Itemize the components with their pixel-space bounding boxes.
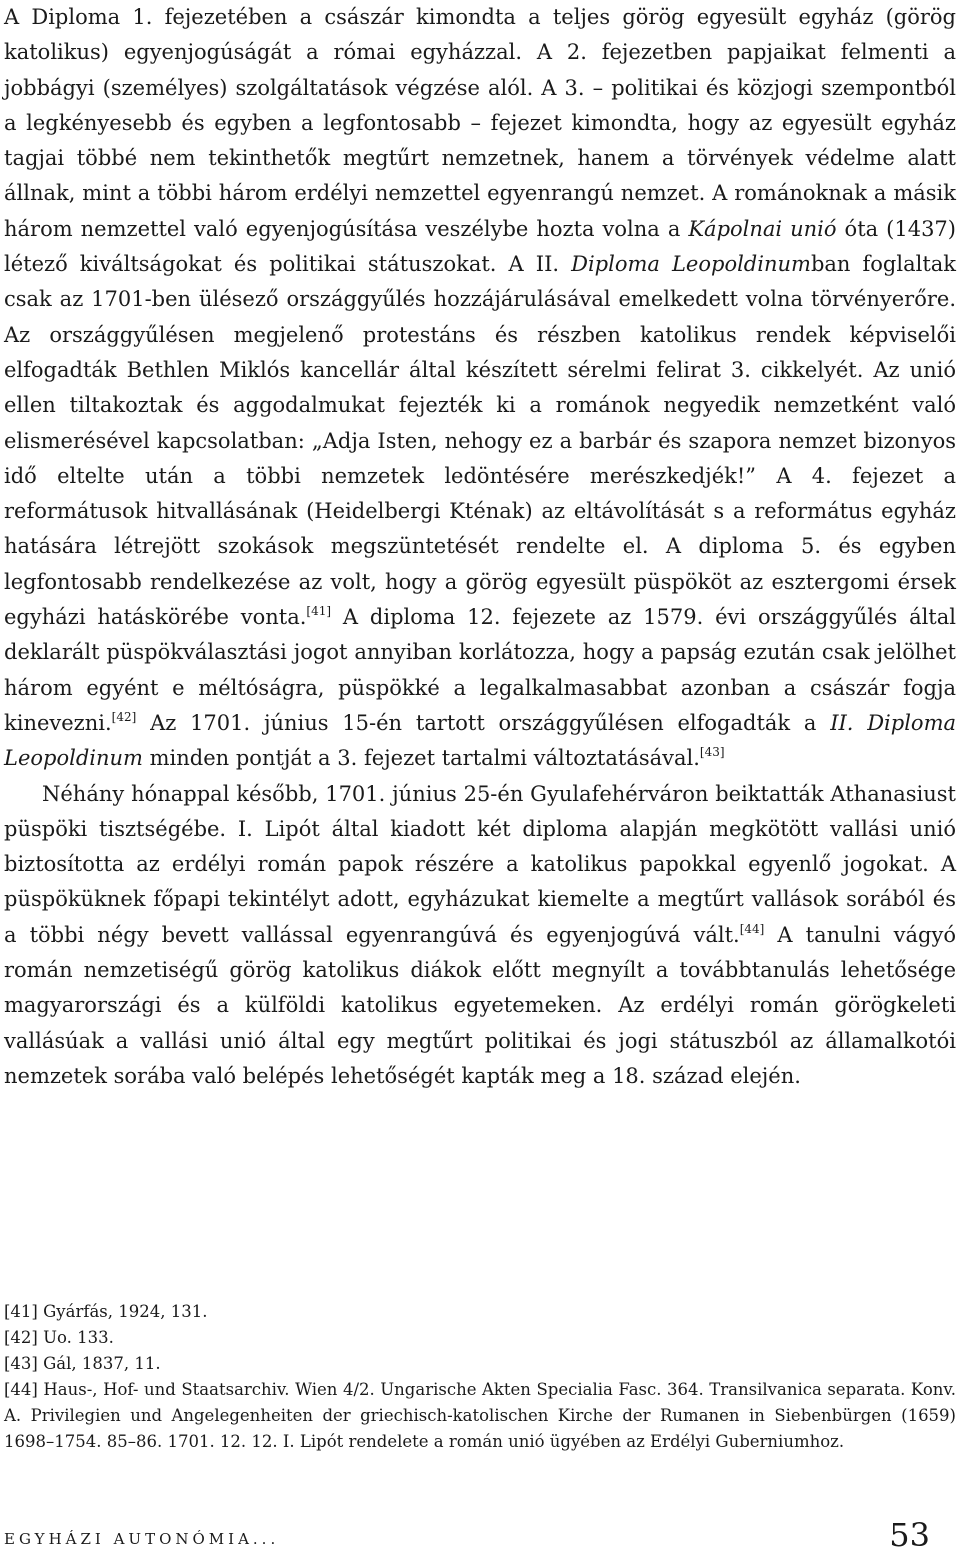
text-run: óta (1437) létező kiváltságokat és politikai státuszokat. A II. xyxy=(4,216,956,277)
italic-title: Kápolnai unió xyxy=(688,216,837,241)
text-run: minden pontját a 3. fejezet tartalmi változtatásával. xyxy=(142,746,700,771)
running-head: EGYHÁZI AUTONÓMIA... xyxy=(4,1530,280,1548)
footnote: [42] Uo. 133. xyxy=(4,1328,114,1347)
text-run: Néhány hónappal később, 1701. június 25-én Gyulafehérváron beiktatták Athanasiust püspöki tisztségébe. I. Lipót által kiadott két diploma alapján megkötött vallási unió biztosította az erdélyi román papok részére a katolikus papokkal egyenlő jogokat. A püspöküknek főpapi tekintélyt adott, egyházukat kiemelte a megtűrt vallások sorából és a többi négy bevett vallással egyenrangúvá és egyenjogúvá vált. xyxy=(4,781,956,947)
text-run: A tanulni vágyó román nemzetiségű görög katolikus diákok előtt megnyílt a továbbtanulás lehetősége magyarországi és a külföldi katolikus egyetemeken. Az erdélyi román görögkeleti vallásúak a vallási unió által egy megtűrt politikai és jogi státuszból az államalkotói nemzetek sorába való belépés lehetőségét kapták meg a 18. század elején. xyxy=(4,922,956,1088)
footnote-ref: [41] xyxy=(306,604,332,619)
page-footer xyxy=(4,1518,930,1558)
italic-title: Diploma Leopoldinum xyxy=(571,252,811,277)
footnote: [41] Gyárfás, 1924, 131. xyxy=(4,1302,208,1321)
paragraph xyxy=(4,777,956,1095)
text-run: A diploma 12. fejezete az 1579. évi országgyűlés által deklarált püspökválasztási jogot annyiban korlátozza, hogy a papság ezután csak jelölhet három egyént e méltóságra, püspökké a legalkalmasabbat azonban a császár fogja kinevezni. xyxy=(4,605,956,735)
footnotes xyxy=(4,1299,956,1455)
footnote-ref: [44] xyxy=(739,921,765,936)
paragraph xyxy=(4,0,956,777)
footnote: [43] Gál, 1837, 11. xyxy=(4,1354,161,1373)
text-run: ban foglaltak csak az 1701-ben ülésező országgyűlés hozzájárulásával emelkedett volna törvényerőre. Az országgyűlésen megjelenő protestáns és részben katolikus rendek képviselői elfogadták Bethlen Miklós kancellár által készített sérelmi felirat 3. cikkelyét. Az unió ellen tiltakoztak és aggodalmukat fejezték ki a románok negyedik nemzetként való elismerésével kapcsolatban: „Adja Isten, nehogy ez a barbár és szapora nemzet bizonyos idő eltelte után a többi nemzetek ledöntésére merészkedjék!” A 4. fejezet a reformátusok hitvallásának (Heidelbergi Kténak) az eltávolítását s a református egyház hatására létrejött szokások megszüntetését rendelte el. A diploma 5. és egyben legfontosabb rendelkezése az volt, hogy a görög egyesült püspököt az esztergomi érsek egyházi hatáskörébe vonta. xyxy=(4,252,956,630)
body-text xyxy=(4,0,956,1094)
text-run: Az 1701. június 15-én tartott országgyűlésen elfogadták a xyxy=(136,710,831,735)
text-run: A Diploma 1. fejezetében a császár kimondta a teljes görög egyesült egyház (görög katolikus) egyenjogúságát a római egyházzal. A 2. fejezetben papjaikat felmenti a jobbágyi (személyes) szolgáltatások végzése alól. A 3. – politikai és közjogi szempontból a legkényesebb és egyben a legfontosabb – fejezet kimondta, hogy az egyesült egyház tagjai többé nem tekinthetők megtűrt nemzetnek, hanem a törvények védelme alatt állnak, mint a többi három erdélyi nemzettel egyenrangú nemzet. A románoknak a másik három nemzettel való egyenjogúsítása veszélybe hozta volna a xyxy=(4,5,956,241)
footnote-ref: [42] xyxy=(111,709,137,724)
footnote-ref: [43] xyxy=(699,745,725,760)
italic-title: II. Diploma Leopoldinum xyxy=(4,710,957,771)
footnote: [44] Haus-, Hof- und Staatsarchiv. Wien 4/2. Ungarische Akten Specialia Fasc. 364. Transilvanica separata. Konv. A. Privilegien und Angelegenheiten der griechisch-katolischen Kirche der Rumanen in Siebenbürgen (1659) 1698–1754. 85–86. 1701. 12. 12. I. Lipót rendelete a román unió ügyében az Erdélyi Guberniumhoz. xyxy=(4,1380,956,1451)
page-number: 53 xyxy=(889,1516,930,1554)
